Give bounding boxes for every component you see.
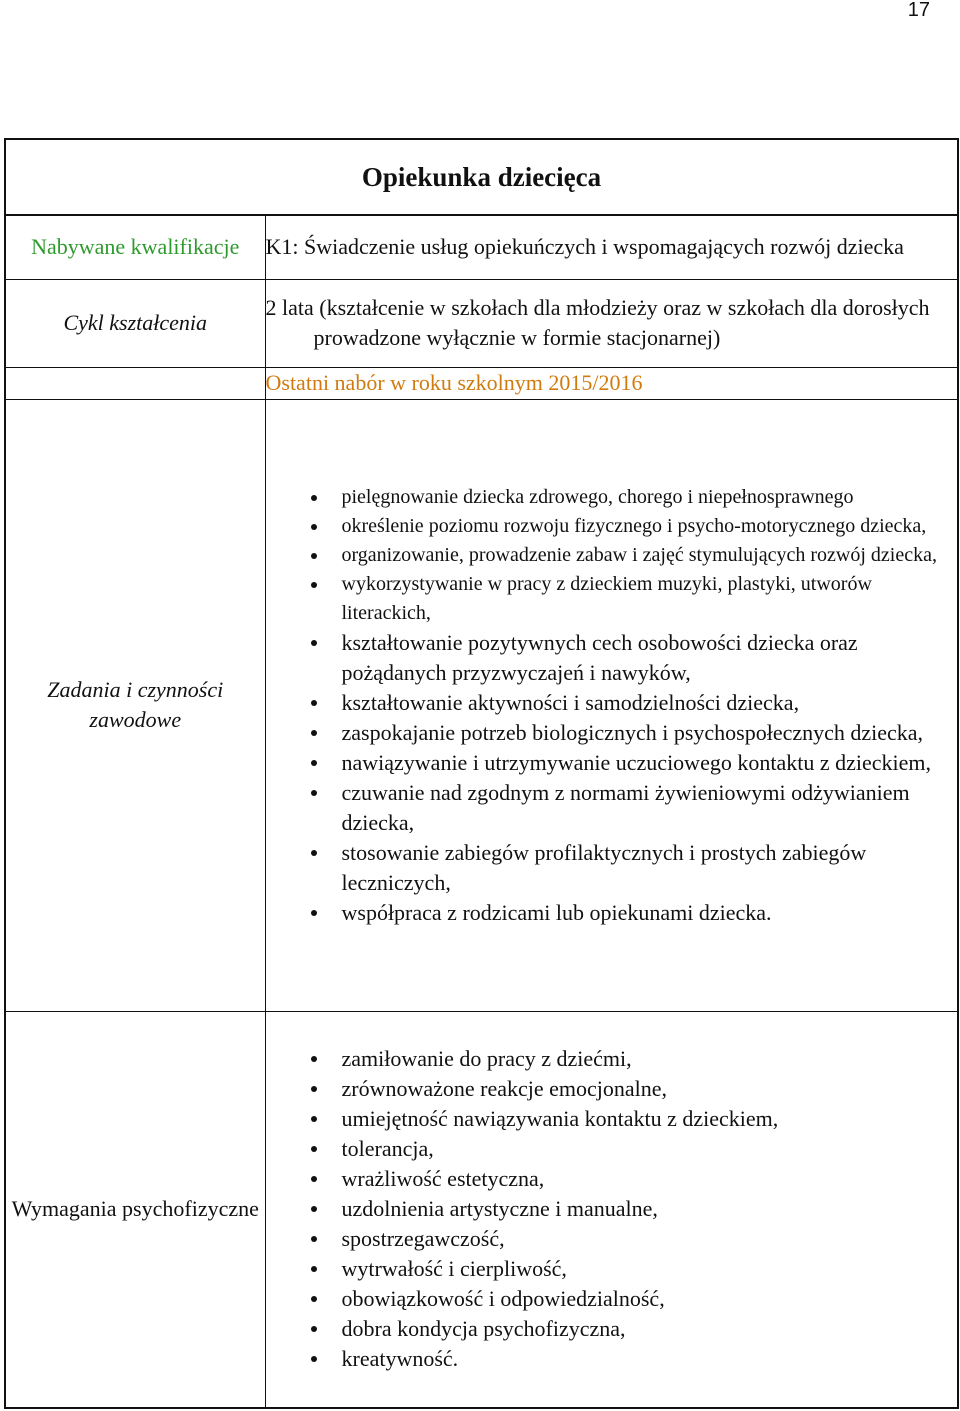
list-item: czuwanie nad zgodnym z normami żywieniowymi odżywianiem dziecka, (266, 778, 958, 838)
list-item: uzdolnienia artystyczne i manualne, (266, 1194, 958, 1224)
list-item: nawiązywanie i utrzymywanie uczuciowego kontaktu z dzieckiem, (266, 748, 958, 778)
list-item: umiejętność nawiązywania kontaktu z dzieckiem, (266, 1104, 958, 1134)
list-item: kształtowanie pozytywnych cech osobowości dziecka oraz pożądanych przyzwyczajeń i nawyków, (266, 628, 958, 688)
empty-label-cell (5, 367, 265, 399)
content-qualifications (265, 215, 958, 279)
enrollment-note: Ostatni nabór w roku szkolnym 2015/2016 (265, 367, 958, 399)
requirements-list (266, 1044, 958, 1374)
list-item: tolerancja, (266, 1134, 958, 1164)
list-item: wrażliwość estetyczna, (266, 1164, 958, 1194)
label-cycle: Cykl kształcenia (5, 279, 265, 367)
list-item: dobra kondycja psychofizyczna, (266, 1314, 958, 1344)
title-row (5, 139, 958, 215)
list-item: obowiązkowość i odpowiedzialność, (266, 1284, 958, 1314)
list-item: kształtowanie aktywności i samodzielności dziecka, (266, 688, 958, 718)
list-item: współpraca z rodzicami lub opiekunami dziecka. (266, 898, 958, 928)
content-cycle (265, 279, 958, 367)
list-item: spostrzegawczość, (266, 1224, 958, 1254)
list-item: określenie poziomu rozwoju fizycznego i psycho-motorycznego dziecka, (266, 512, 958, 541)
list-item: zamiłowanie do pracy z dziećmi, (266, 1044, 958, 1074)
qualification-text: K1: Świadczenie usług opiekuńczych i wspomagających rozwój dziecka (265, 234, 904, 260)
page-number: 17 (907, 0, 930, 21)
list-item: kreatywność. (266, 1344, 958, 1374)
table-title: Opiekunka dziecięca (5, 139, 958, 215)
content-requirements (265, 1011, 958, 1408)
list-item: zrównoważone reakcje emocjonalne, (266, 1074, 958, 1104)
list-item: organizowanie, prowadzenie zabaw i zajęć stymulujących rozwój dziecka, (266, 541, 958, 570)
label-requirements: Wymagania psychofizyczne (5, 1011, 265, 1408)
list-item: zaspokajanie potrzeb biologicznych i psychospołecznych dziecka, (266, 718, 958, 748)
label-tasks: Zadania i czynności zawodowe (5, 399, 265, 1011)
list-item: wykorzystywanie w pracy z dzieckiem muzyki, plastyki, utworów literackich, (266, 570, 958, 628)
row-cycle (5, 279, 958, 367)
row-qualifications (5, 215, 958, 279)
content-tasks (265, 399, 958, 1011)
label-qualifications: Nabywane kwalifikacje (5, 215, 265, 279)
tasks-list-small (266, 483, 958, 628)
profession-table (4, 138, 959, 1409)
row-requirements (5, 1011, 958, 1408)
cycle-text: 2 lata (kształcenie w szkołach dla młodzieży oraz w szkołach dla dorosłych prowadzone wyłącznie w formie stacjonarnej) (265, 295, 930, 350)
tasks-list (266, 628, 958, 928)
row-tasks (5, 399, 958, 1011)
list-item: wytrwałość i cierpliwość, (266, 1254, 958, 1284)
list-item: stosowanie zabiegów profilaktycznych i prostych zabiegów leczniczych, (266, 838, 958, 898)
list-item: pielęgnowanie dziecka zdrowego, chorego i niepełnosprawnego (266, 483, 958, 512)
row-enrollment-note (5, 367, 958, 399)
